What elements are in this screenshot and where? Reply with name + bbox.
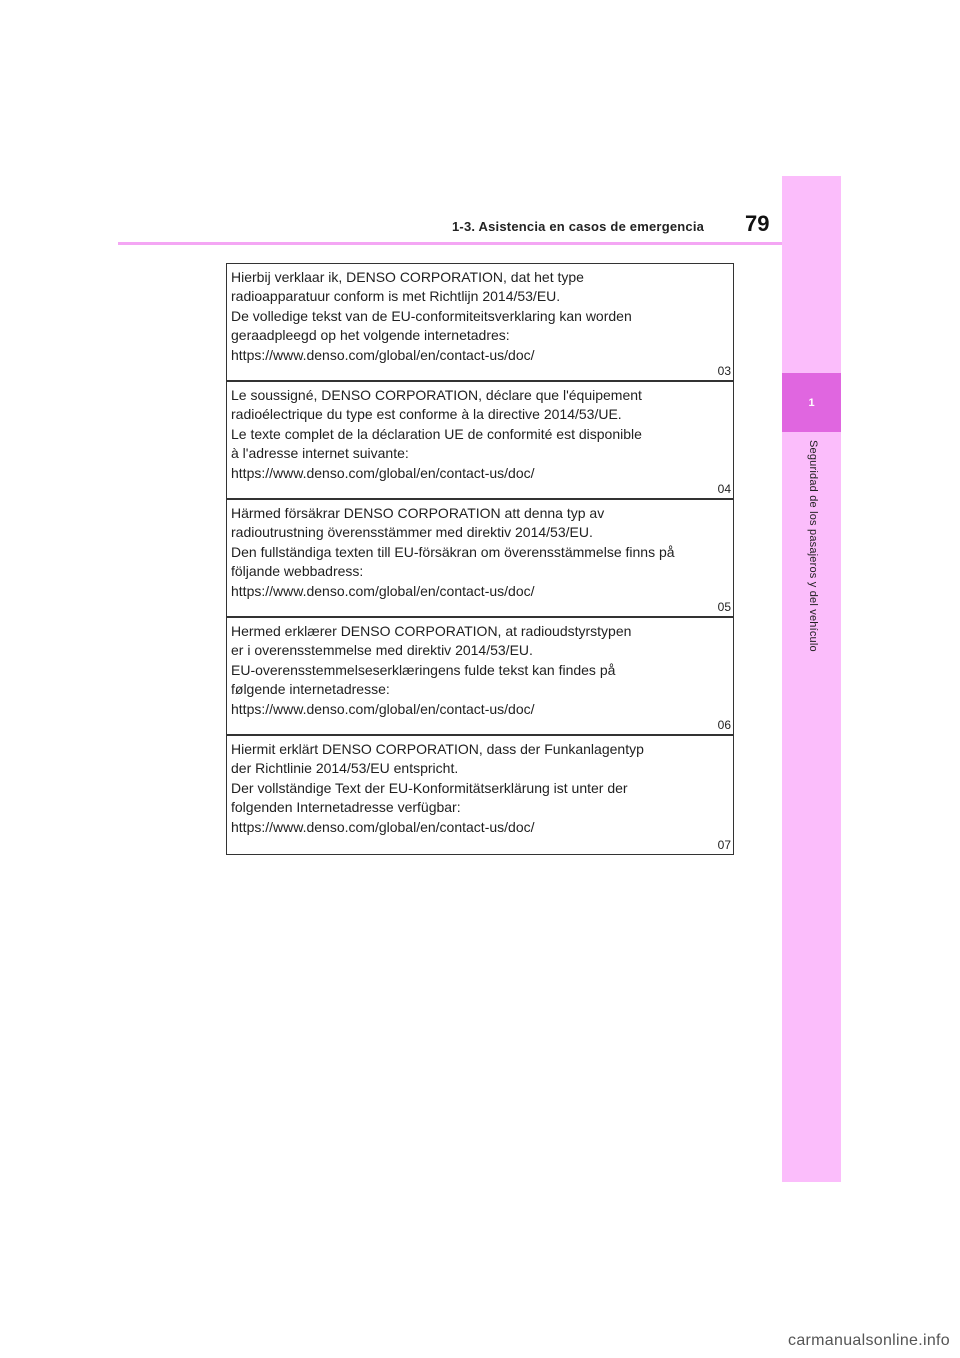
- declaration-line: Der vollständige Text der EU-Konformitätserklärung ist unter der: [231, 779, 628, 796]
- watermark: carmanualsonline.info: [788, 1332, 950, 1349]
- declaration-line: De volledige tekst van de EU-conformiteitsverklaring kan worden: [231, 307, 632, 324]
- declaration-line: radioélectrique du type est conforme à la directive 2014/53/UE.: [231, 406, 622, 423]
- declaration-section-04: [227, 382, 733, 500]
- declaration-url: https://www.denso.com/global/en/contact-us/doc/: [231, 346, 535, 363]
- declaration-line: Le texte complet de la déclaration UE de conformité est disponible: [231, 425, 642, 442]
- declaration-url: https://www.denso.com/global/en/contact-us/doc/: [231, 464, 535, 481]
- declaration-code: 04: [717, 482, 731, 496]
- declaration-url: https://www.denso.com/global/en/contact-us/doc/: [231, 818, 535, 835]
- declaration-code: 05: [717, 600, 731, 614]
- chapter-title: Seguridad de los pasajeros y del vehículo: [807, 440, 819, 652]
- declaration-line: Hiermit erklärt DENSO CORPORATION, dass der Funkanlagentyp: [231, 741, 644, 757]
- declaration-line: Le soussigné, DENSO CORPORATION, déclare que l'équipement: [231, 387, 642, 403]
- declaration-line: Den fullständiga texten till EU-försäkran om överensstämmelse finns på: [231, 543, 675, 560]
- declaration-section-06: [227, 618, 733, 736]
- page-number: 79: [745, 211, 770, 236]
- declaration-line: följande webbadress:: [231, 563, 364, 580]
- declaration-code: 06: [717, 718, 731, 732]
- declaration-section-07: [227, 736, 733, 854]
- declaration-code: 07: [717, 838, 731, 852]
- chapter-number-tab[interactable]: 1: [782, 373, 841, 432]
- declaration-line: à l'adresse internet suivante:: [231, 445, 409, 462]
- declaration-line: radioutrustning överensstämmer med direktiv 2014/53/EU.: [231, 524, 593, 541]
- declaration-box: [226, 263, 734, 855]
- declaration-line: der Richtlinie 2014/53/EU entspricht.: [231, 760, 459, 777]
- declaration-line: Hermed erklærer DENSO CORPORATION, at radioudstyrstypen: [231, 623, 632, 639]
- declaration-section-05: [227, 500, 733, 618]
- declaration-line: EU-overensstemmelseserklæringens fulde tekst kan findes på: [231, 661, 616, 678]
- declaration-line: følgende internetadresse:: [231, 681, 390, 698]
- declaration-url: https://www.denso.com/global/en/contact-us/doc/: [231, 582, 535, 599]
- declaration-url: https://www.denso.com/global/en/contact-us/doc/: [231, 700, 535, 717]
- section-title: 1-3. Asistencia en casos de emergencia: [452, 219, 705, 234]
- declaration-line: Härmed försäkrar DENSO CORPORATION att denna typ av: [231, 505, 605, 521]
- declaration-line: folgenden Internetadresse verfügbar:: [231, 799, 461, 816]
- declaration-line: Hierbij verklaar ik, DENSO CORPORATION, dat het type: [231, 269, 584, 285]
- declaration-code: 03: [717, 364, 731, 378]
- declaration-line: radioapparatuur conform is met Richtlijn 2014/53/EU.: [231, 288, 561, 305]
- declaration-section-03: [227, 264, 733, 382]
- declaration-line: er i overensstemmelse med direktiv 2014/53/EU.: [231, 642, 533, 659]
- header-divider: [118, 242, 782, 245]
- declaration-line: geraadpleegd op het volgende internetadres:: [231, 327, 510, 344]
